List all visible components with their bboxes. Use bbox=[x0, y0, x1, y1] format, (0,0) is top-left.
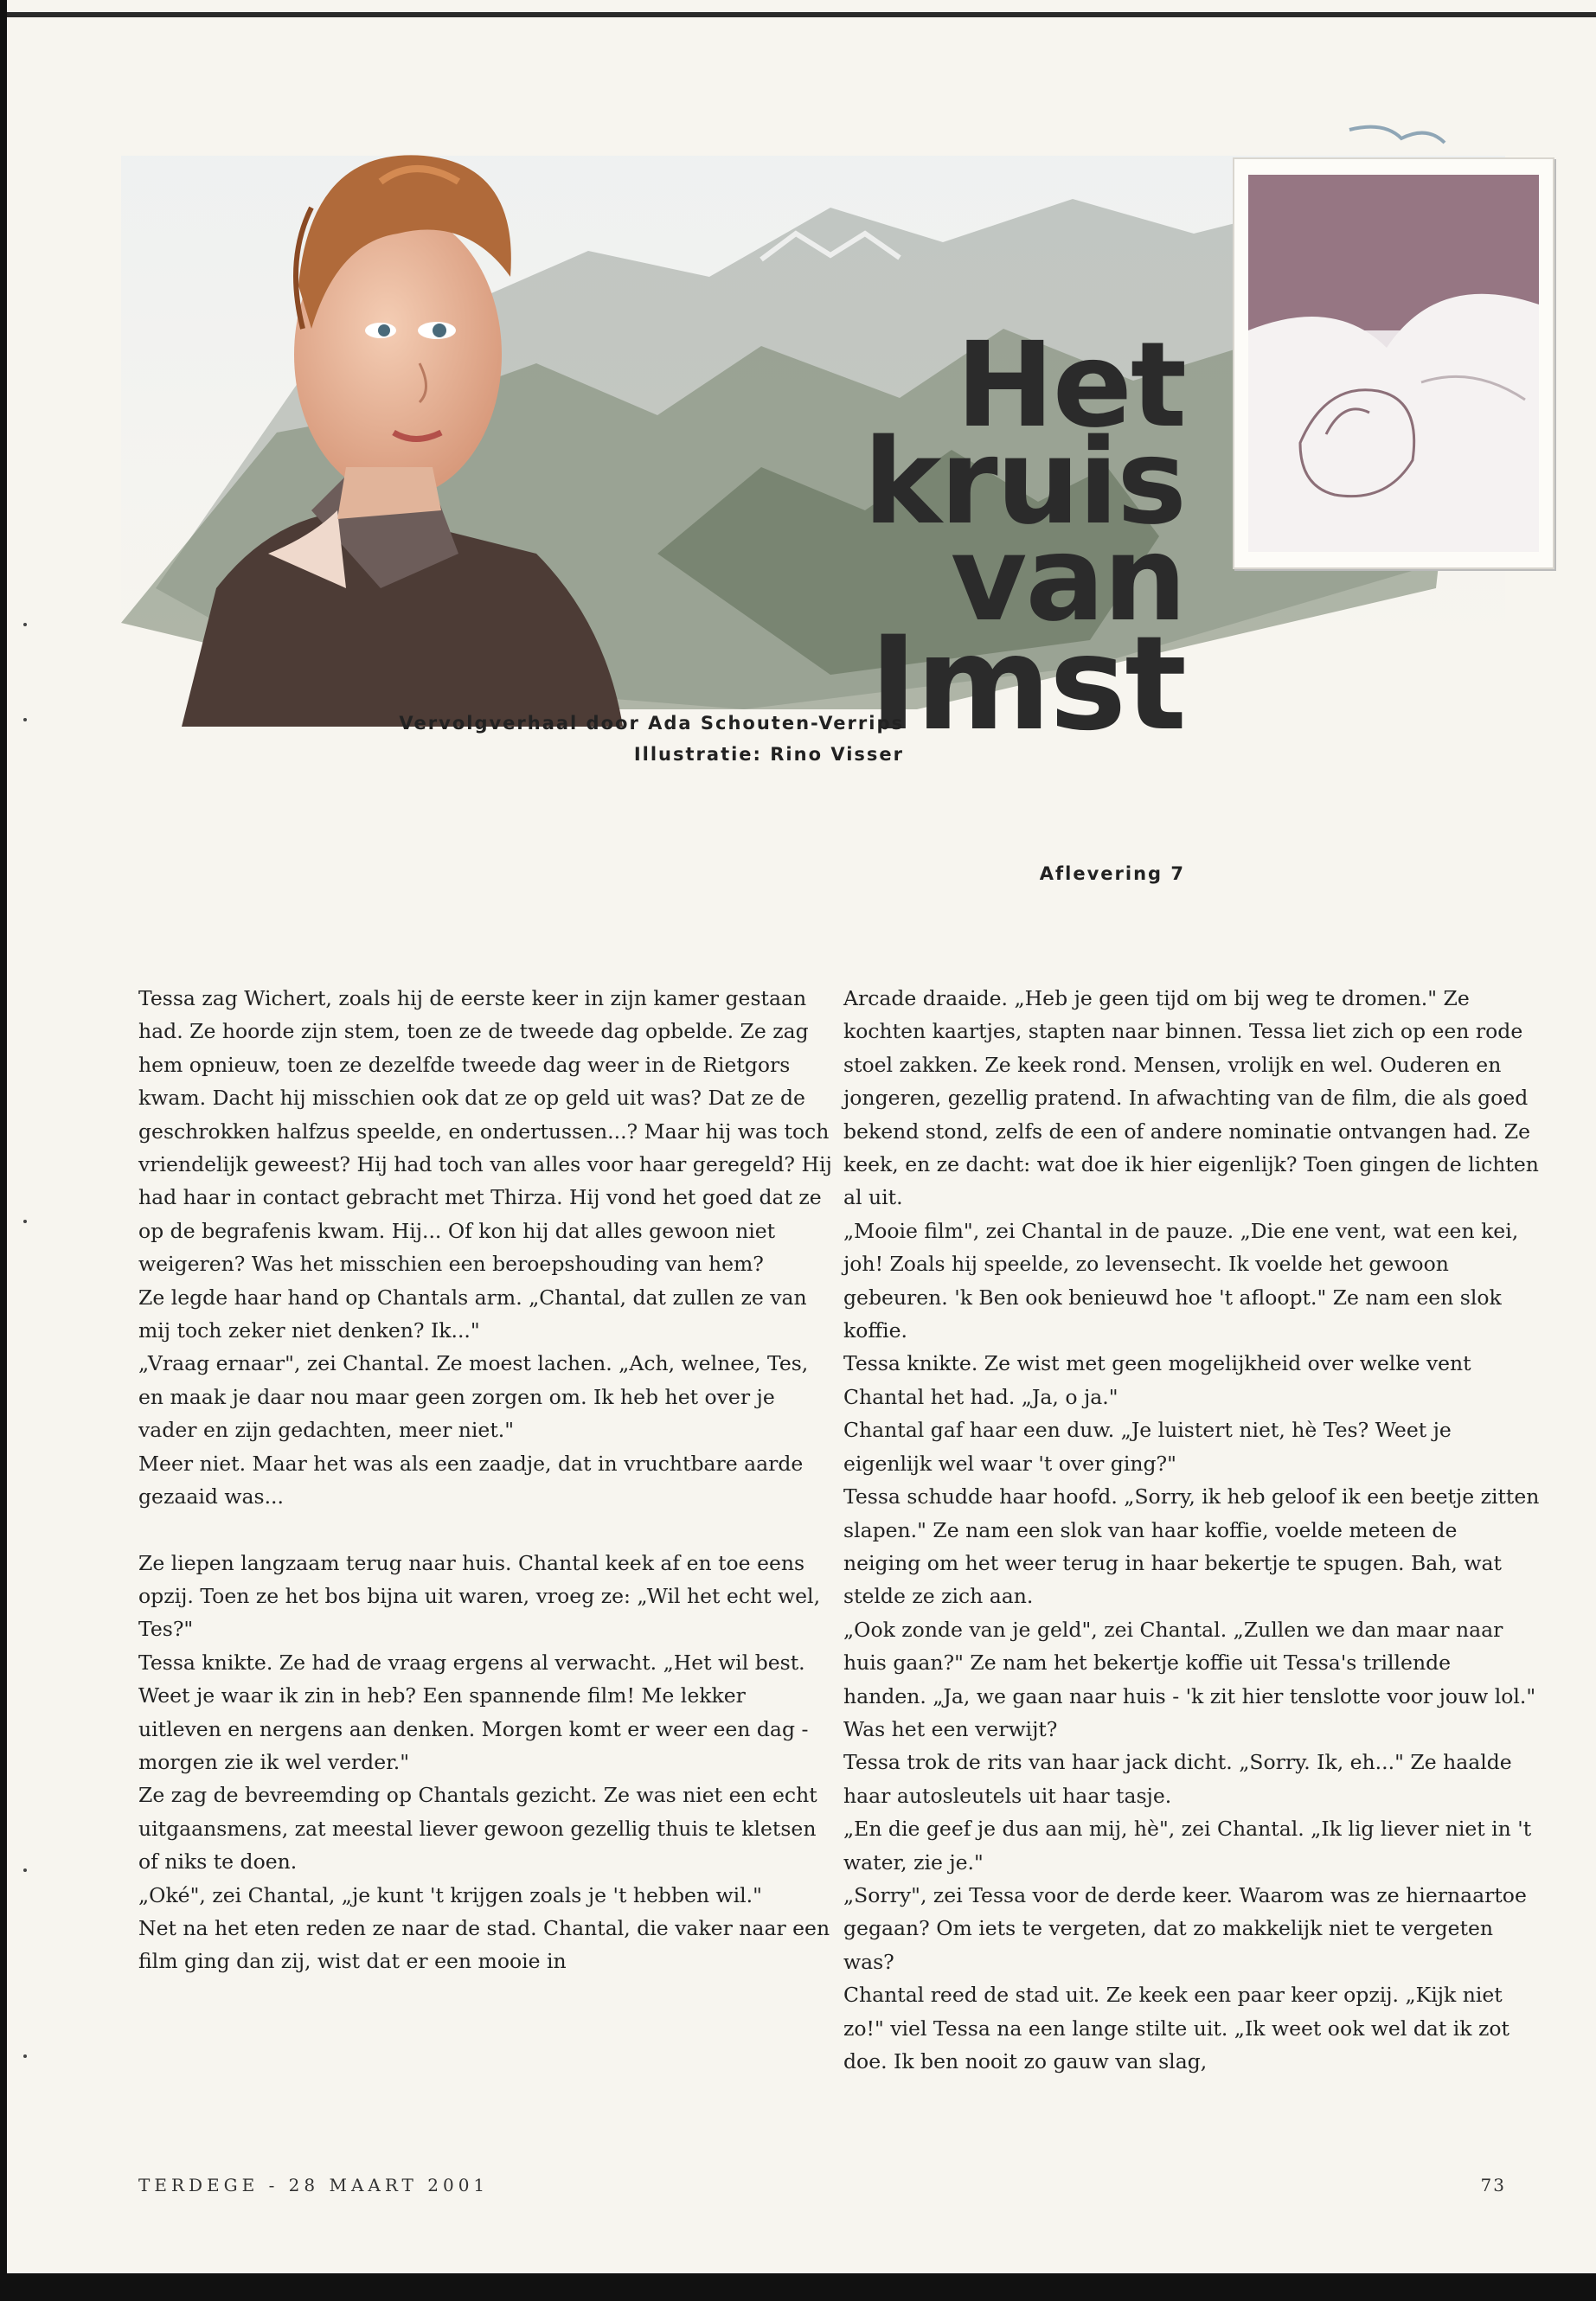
paragraph: Chantal reed de stad uit. Ze keek een paar keer opzij. „Kijk niet zo!" viel Tessa na een lange stilte uit. „Ik weet ook wel dat ik zot doe. Ik ben nooit zo gauw van slag, bbox=[843, 1983, 1509, 2073]
paragraph: „En die geef je dus aan mij, hè", zei Chantal. „Ik lig liever niet in 't water, zie je." bbox=[843, 1817, 1532, 1875]
page-number: 73 bbox=[1480, 2175, 1506, 2195]
illustrator-credit: Illustratie: Rino Visser bbox=[633, 744, 904, 765]
title-line: Het bbox=[955, 317, 1185, 454]
inset-illustration-frame bbox=[1233, 157, 1554, 569]
paragraph: Net na het eten reden ze naar de stad. Chantal, die vaker naar een film ging dan zij, wist dat er een mooie in bbox=[138, 1915, 830, 1974]
paragraph: Tessa knikte. Ze wist met geen mogelijkheid over welke vent Chantal het had. „Ja, o ja." bbox=[843, 1351, 1471, 1409]
paragraph: Ze zag de bevreemding op Chantals gezicht. Ze was niet een echt uitgaansmens, zat meestal liever gewoon gezellig thuis te kletsen of niks te doen. bbox=[138, 1783, 817, 1875]
left-edge bbox=[0, 0, 7, 2301]
paragraph: „Vraag ernaar", zei Chantal. Ze moest lachen. „Ach, welnee, Tes, en maak je daar nou maar geen zorgen om. Ik heb het over je vader en zijn gedachten, meer niet." bbox=[138, 1351, 809, 1443]
bottom-rule bbox=[0, 2273, 1596, 2301]
praying-hands-drawing bbox=[1248, 175, 1539, 552]
margin-dot bbox=[23, 1220, 27, 1223]
title-line: kruis bbox=[863, 414, 1185, 551]
margin-dot bbox=[23, 718, 27, 721]
sketch-mark bbox=[1349, 127, 1445, 143]
paragraph: Tessa zag Wichert, zoals hij de eerste keer in zijn kamer gestaan had. Ze hoorde zijn stem, toen ze de tweede dag opbelde. Ze zag hem opnieuw, toen ze dezelfde tweede dag weer in de Rietgors kwam. Dacht hij misschien ook dat ze op geld uit was? Dat ze de geschrokken halfzus speelde, en ondertussen...? Maar hij was toch vriendelijk geweest? Hij had toch van alles voor haar geregeld? Hij had haar in contact gebracht met Thirza. Hij vond het goed dat ze op de begrafenis kwam. Hij... Of kon hij dat alles gewoon niet weigeren? Was het misschien een beroepshouding van hem? bbox=[138, 986, 832, 1277]
paragraph: Tessa knikte. Ze had de vraag ergens al verwacht. „Het wil best. Weet je waar ik zin in heb? Een spannende film! Me lekker uitleven en nergens aan denken. Morgen komt er weer een dag - morgen zie ik wel verder." bbox=[138, 1650, 809, 1774]
text-column-left bbox=[138, 982, 835, 1978]
paragraph: Tessa schudde haar hoofd. „Sorry, ik heb geloof ik een beetje zitten slapen." Ze nam een slok van haar koffie, voelde meteen de neiging om het weer terug in haar bekertje te spugen. Bah, wat stelde ze zich aan. bbox=[843, 1484, 1540, 1609]
paragraph: Ze liepen langzaam terug naar huis. Chantal keek af en toe eens opzij. Toen ze het bos bijna uit waren, vroeg ze: „Wil het echt wel, Tes?" bbox=[138, 1550, 821, 1642]
paragraph: „Oké", zei Chantal, „je kunt 't krijgen zoals je 't hebben wil." bbox=[138, 1882, 762, 1907]
margin-dot bbox=[23, 623, 27, 626]
story-title bbox=[863, 317, 1185, 760]
margin-dot bbox=[23, 2054, 27, 2058]
paragraph: „Ook zonde van je geld", zei Chantal. „Zullen we dan maar naar huis gaan?" Ze nam het bekertje koffie uit Tessa's trillende handen. „Ja, we gaan naar huis - 'k zit hier tenslotte voor jouw lol." Was het een verwijt? bbox=[843, 1617, 1536, 1741]
title-line: Imst bbox=[869, 609, 1185, 760]
paragraph: „Sorry", zei Tessa voor de derde keer. Waarom was ze hiernaartoe gegaan? Om iets te vergeten, dat zo makkelijk niet te vergeten was? bbox=[843, 1882, 1527, 1974]
paragraph: Chantal gaf haar een duw. „Je luistert niet, hè Tes? Weet je eigenlijk wel waar 't over ging?" bbox=[843, 1418, 1452, 1476]
title-line: van bbox=[950, 511, 1185, 648]
paragraph: Tessa trok de rits van haar jack dicht. „Sorry. Ik, eh..." Ze haalde haar autosleutels uit haar tasje. bbox=[843, 1750, 1512, 1808]
paragraph: Ze legde haar hand op Chantals arm. „Chantal, dat zullen ze van mij toch zeker niet denken? Ik..." bbox=[138, 1285, 807, 1343]
paragraph: Arcade draaide. „Heb je geen tijd om bij weg te dromen." Ze kochten kaartjes, stapten naar binnen. Tessa liet zich op een rode stoel zakken. Ze keek rond. Mensen, vrolijk en wel. Ouderen en jongeren, gezellig pratend. In afwachting van de film, die als goed bekend stond, zelfs de een of andere nominatie ontvangen had. Ze keek, en ze dacht: wat doe ik hier eigenlijk? Toen gingen de lichten al uit. bbox=[843, 986, 1539, 1210]
paragraph: Meer niet. Maar het was als een zaadje, dat in vruchtbare aarde gezaaid was... bbox=[138, 1451, 804, 1509]
top-rule bbox=[0, 12, 1596, 17]
author-credit: Vervolgverhaal door Ada Schouten-Verrips bbox=[399, 713, 904, 734]
publication-footer: TERDEGE - 28 MAART 2001 bbox=[138, 2175, 490, 2195]
margin-dot bbox=[23, 1868, 27, 1872]
text-column-right bbox=[843, 982, 1540, 2078]
byline bbox=[399, 708, 904, 770]
paragraph: „Mooie film", zei Chantal in de pauze. „Die ene vent, wat een kei, joh! Zoals hij speelde, zo levensecht. Ik voelde het gewoon gebeuren. 'k Ben ook benieuwd hoe 't afloopt." Ze nam een slok koffie. bbox=[843, 1218, 1519, 1343]
episode-label: Aflevering 7 bbox=[1039, 863, 1185, 884]
